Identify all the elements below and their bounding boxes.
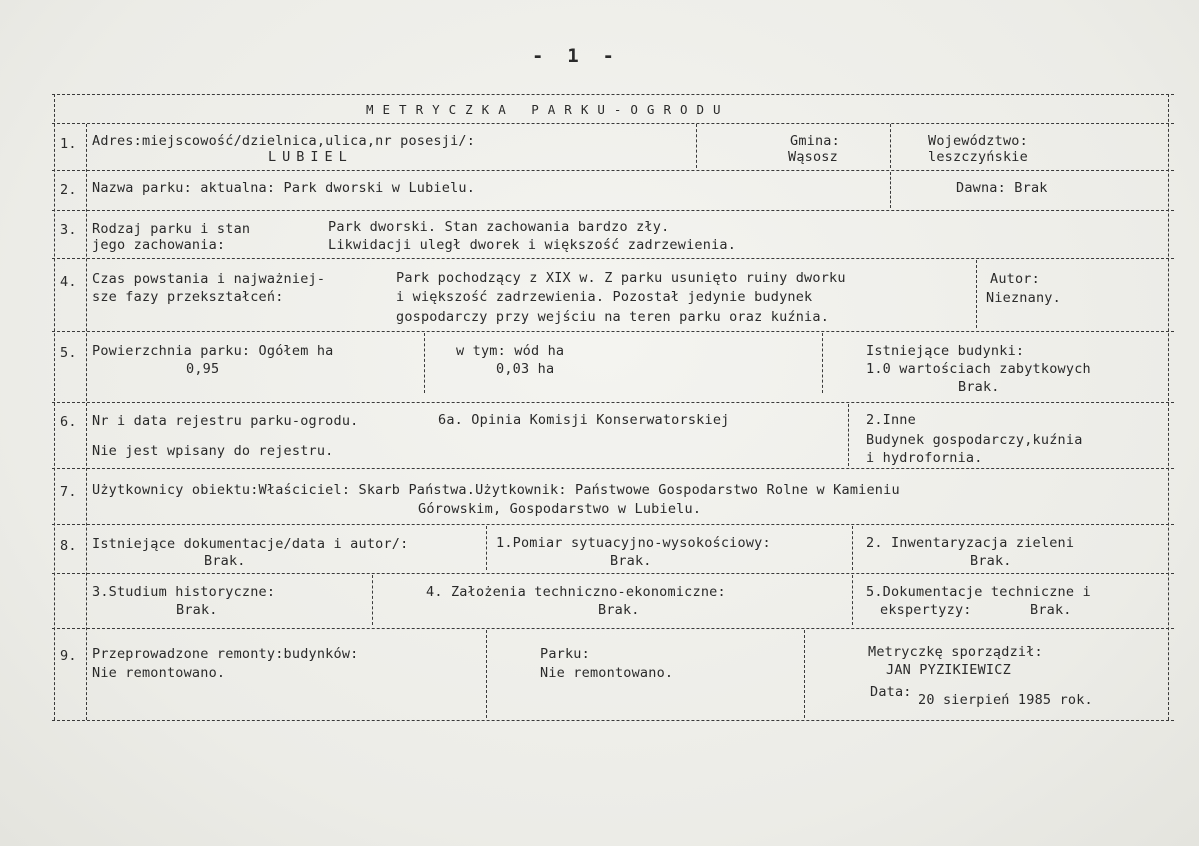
other-buildings-label: 2.Inne — [866, 412, 916, 428]
row8-divider-d — [852, 575, 853, 625]
page-number: - 1 - — [532, 45, 615, 67]
rule-after-row1 — [52, 170, 1174, 171]
rule-after-row5 — [52, 402, 1174, 403]
author-value: Nieznany. — [986, 290, 1061, 306]
greenery-inventory-label: 2. Inwentaryzacja zieleni — [866, 535, 1075, 551]
wojewodztwo-value: leszczyńskie — [928, 149, 1028, 165]
row2-number: 2. — [60, 182, 77, 198]
area-total-value: 0,95 — [186, 361, 220, 377]
rule-row8-mid — [52, 573, 1174, 574]
historical-study-value: Brak. — [176, 602, 218, 618]
row1-number: 1. — [60, 136, 77, 152]
register-value: Nie jest wpisany do rejestru. — [92, 443, 334, 459]
renovations-label: Przeprowadzone remonty:budynków: — [92, 646, 359, 662]
row7-number: 7. — [60, 484, 77, 500]
survey-label: 1.Pomiar sytuacyjno-wysokościowy: — [496, 535, 771, 551]
survey-value: Brak. — [610, 553, 652, 569]
rule-after-title — [52, 123, 1174, 124]
park-renovations-value: Nie remontowano. — [540, 665, 674, 681]
row1-divider-b — [890, 124, 891, 168]
row9-number: 9. — [60, 648, 77, 664]
rule-after-row8 — [52, 628, 1174, 629]
park-name-former: Dawna: Brak — [956, 180, 1048, 196]
rule-after-row4 — [52, 331, 1174, 332]
gmina-label: Gmina: — [790, 133, 840, 149]
historical-study-label: 3.Studium historyczne: — [92, 584, 276, 600]
area-label: Powierzchnia parku: Ogółem ha — [92, 343, 334, 359]
park-type-label-1: Rodzaj parku i stan — [92, 221, 251, 237]
row8-divider-b — [852, 526, 853, 570]
other-buildings-value-1: Budynek gospodarczy,kuźnia — [866, 432, 1083, 448]
rule-after-row3 — [52, 258, 1174, 259]
greenery-inventory-value: Brak. — [970, 553, 1012, 569]
technical-docs-value: Brak. — [1030, 602, 1072, 618]
row6-number: 6. — [60, 414, 77, 430]
other-buildings-value-2: i hydrofornia. — [866, 450, 983, 466]
rule-after-row6 — [52, 468, 1174, 469]
number-column-divider — [86, 124, 87, 720]
owners-value-2: Górowskim, Gospodarstwo w Lubielu. — [418, 501, 702, 517]
buildings-label: Istniejące budynki: — [866, 343, 1025, 359]
row4-number: 4. — [60, 274, 77, 290]
commission-opinion-label: 6a. Opinia Komisji Konserwatorskiej — [438, 412, 730, 428]
row5-number: 5. — [60, 345, 77, 361]
buildings-historic-value: Brak. — [958, 379, 1000, 395]
row9-divider-a — [486, 630, 487, 718]
address-value: LUBIEL — [268, 149, 353, 165]
author-label: Autor: — [990, 271, 1040, 287]
gmina-value: Wąsosz — [788, 149, 838, 165]
prepared-by-label: Metryczkę sporządził: — [868, 644, 1043, 660]
owners-value-1: Użytkownicy obiektu:Właściciel: Skarb Państwa.Użytkownik: Państwowe Gospodarstwo Rolne w Kamieniu — [92, 482, 900, 498]
row1-divider-a — [696, 124, 697, 168]
row8-divider-a — [486, 526, 487, 570]
rule-after-row2 — [52, 210, 1174, 211]
renovations-value: Nie remontowano. — [92, 665, 226, 681]
water-area-label: w tym: wód ha — [456, 343, 565, 359]
documentation-value: Brak. — [204, 553, 246, 569]
row4-divider — [976, 260, 977, 328]
row3-number: 3. — [60, 222, 77, 238]
rule-after-row7 — [52, 524, 1174, 525]
date-value: 20 sierpień 1985 rok. — [918, 692, 1093, 708]
park-type-value-2: Likwidacji uległ dworek i większość zadrzewienia. — [328, 237, 737, 253]
park-type-label-2: jego zachowania: — [92, 237, 226, 253]
park-renovations-label: Parku: — [540, 646, 590, 662]
rule-bottom — [52, 720, 1174, 721]
technical-docs-label-1: 5.Dokumentacje techniczne i — [866, 584, 1091, 600]
rule-top — [52, 94, 1174, 95]
register-label: Nr i data rejestru parku-ogrodu. — [92, 413, 359, 429]
form-title: METRYCZKA PARKU-OGRODU — [366, 102, 730, 117]
technical-docs-label-2: ekspertyzy: — [880, 602, 972, 618]
address-label: Adres:miejscowość/dzielnica,ulica,nr posesji/: — [92, 133, 476, 149]
tech-economic-value: Brak. — [598, 602, 640, 618]
water-area-value: 0,03 ha — [496, 361, 555, 377]
documentation-label: Istniejące dokumentacje/data i autor/: — [92, 536, 409, 552]
history-value-1: Park pochodzący z XIX w. Z parku usunięto ruiny dworku — [396, 270, 846, 286]
history-label-2: sze fazy przekształceń: — [92, 289, 284, 305]
history-value-3: gospodarczy przy wejściu na teren parku oraz kuźnia. — [396, 309, 830, 325]
tech-economic-label: 4. Założenia techniczno-ekonomiczne: — [426, 584, 726, 600]
date-label: Data: — [870, 684, 912, 700]
row6-divider — [848, 404, 849, 466]
row5-divider-a — [424, 333, 425, 393]
prepared-by-value: JAN PYZIKIEWICZ — [886, 662, 1011, 678]
row8-divider-c — [372, 575, 373, 625]
wojewodztwo-label: Województwo: — [928, 133, 1028, 149]
buildings-historic-label: 1.0 wartościach zabytkowych — [866, 361, 1091, 377]
history-value-2: i większość zadrzewienia. Pozostał jedynie budynek — [396, 289, 813, 305]
history-label-1: Czas powstania i najważniej- — [92, 271, 326, 287]
border-left — [54, 94, 55, 720]
park-name: Nazwa parku: aktualna: Park dworski w Lubielu. — [92, 180, 476, 196]
row8-number: 8. — [60, 538, 77, 554]
border-right — [1168, 94, 1169, 720]
row9-divider-b — [804, 630, 805, 718]
row5-divider-b — [822, 333, 823, 393]
park-type-value-1: Park dworski. Stan zachowania bardzo zły. — [328, 219, 670, 235]
row2-divider — [890, 172, 891, 208]
